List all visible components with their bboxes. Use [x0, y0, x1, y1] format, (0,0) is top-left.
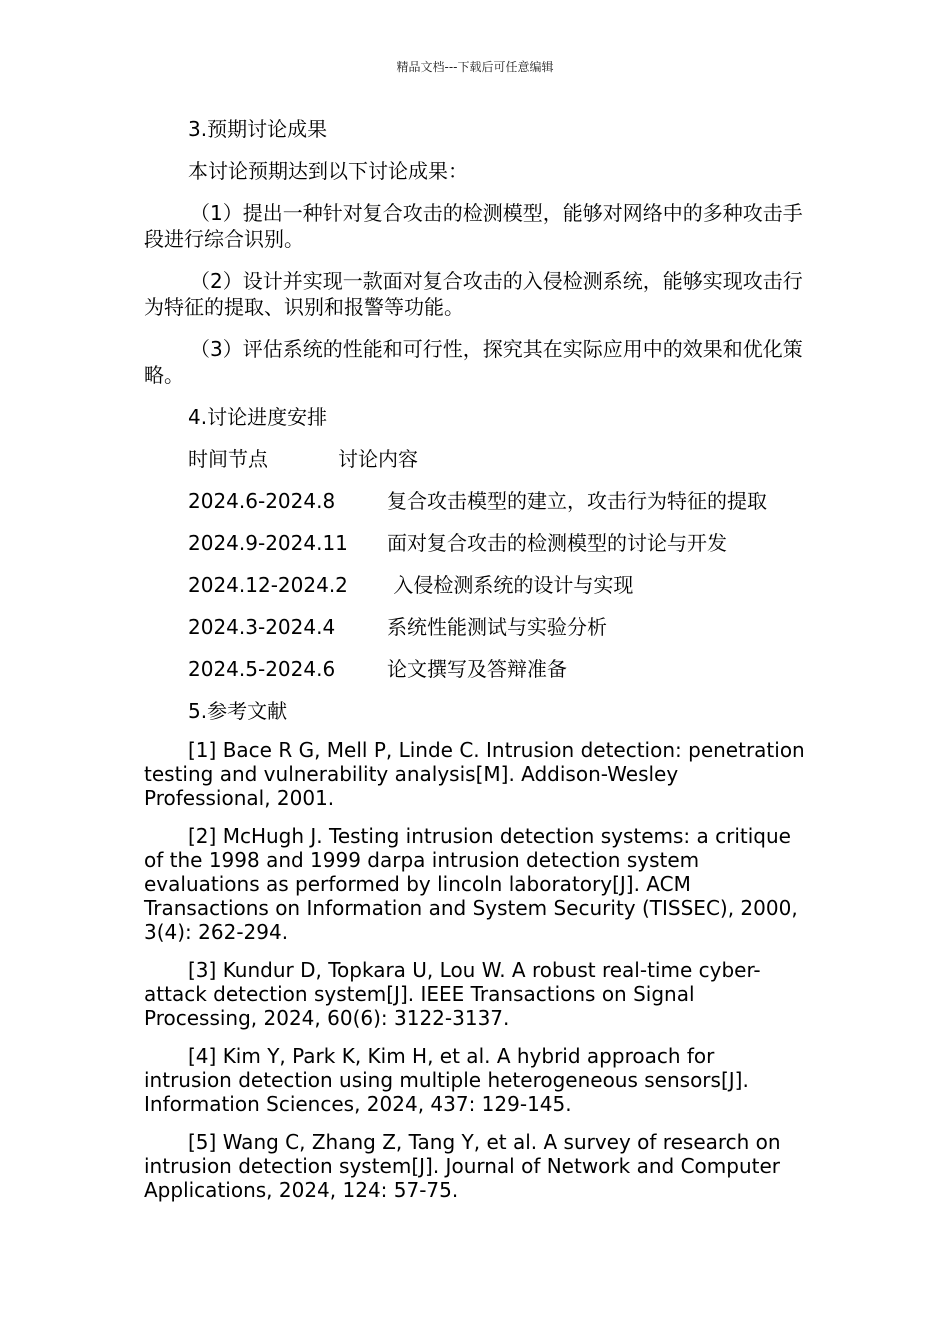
section-4-title: 4.讨论进度安排: [188, 405, 328, 429]
section-5-title: 5.参考文献: [188, 699, 288, 723]
reference-item: [4] Kim Y, Park K, Kim H, et al. A hybrid approach for intrusion detection using multiple heterogeneous sensors[J]. Information Sciences, 2024, 437: 129-145.: [144, 1044, 749, 1116]
section-3-intro: 本讨论预期达到以下讨论成果：: [188, 159, 468, 183]
schedule-row: [144, 572, 808, 598]
reference-item: [3] Kundur D, Topkara U, Lou W. A robust real-time cyber-attack detection system[J]. IEEE Transactions on Signal Processing, 2024, 60(6): 3122-3137.: [144, 958, 761, 1030]
page-header: 精品文档---下载后可任意编辑: [396, 60, 554, 74]
schedule-task: 系统性能测试与实验分析: [387, 615, 607, 639]
schedule-date: 2024.3-2024.4: [188, 615, 336, 639]
schedule-row: [144, 614, 808, 640]
section-3-title: 3.预期讨论成果: [188, 117, 328, 141]
schedule-row: [144, 488, 808, 514]
reference-item: [2] McHugh J. Testing intrusion detection systems: a critique of the 1998 and 1999 darpa intrusion detection system evaluations as performed by lincoln laboratory[J]. ACM Transactions on Information and System Security (TISSEC), 2000, 3(4): 262-294.: [144, 824, 798, 944]
outcome-item-2: （2）设计并实现一款面对复合攻击的入侵检测系统，能够实现攻击行为特征的提取、识别和报警等功能。: [144, 269, 803, 319]
schedule-task: 论文撰写及答辩准备: [387, 657, 567, 681]
schedule-task: 复合攻击模型的建立，攻击行为特征的提取: [387, 489, 767, 513]
schedule-task: 面对复合攻击的检测模型的讨论与开发: [387, 531, 727, 555]
schedule-date: 2024.5-2024.6: [188, 657, 336, 681]
reference-item: [1] Bace R G, Mell P, Linde C. Intrusion detection: penetration testing and vulnerability analysis[M]. Addison-Wesley Professional, 2001.: [144, 738, 805, 810]
reference-item: [5] Wang C, Zhang Z, Tang Y, et al. A survey of research on intrusion detection system[J]. Journal of Network and Computer Applications, 2024, 124: 57-75.: [144, 1130, 781, 1202]
outcome-item-3: （3）评估系统的性能和可行性，探究其在实际应用中的效果和优化策略。: [144, 337, 803, 387]
schedule-row: [144, 656, 808, 682]
schedule-header-row: [144, 446, 808, 472]
schedule-col-content: 讨论内容: [338, 447, 418, 471]
schedule-date: 2024.6-2024.8: [188, 489, 336, 513]
schedule-row: [144, 530, 808, 556]
schedule-task: 入侵检测系统的设计与实现: [387, 573, 634, 597]
document-body: [144, 116, 808, 1202]
outcome-item-1: （1）提出一种针对复合攻击的检测模型，能够对网络中的多种攻击手段进行综合识别。: [144, 201, 803, 251]
schedule-date: 2024.9-2024.11: [188, 531, 348, 555]
schedule-col-time: 时间节点: [188, 447, 268, 471]
schedule-date: 2024.12-2024.2: [188, 573, 348, 597]
